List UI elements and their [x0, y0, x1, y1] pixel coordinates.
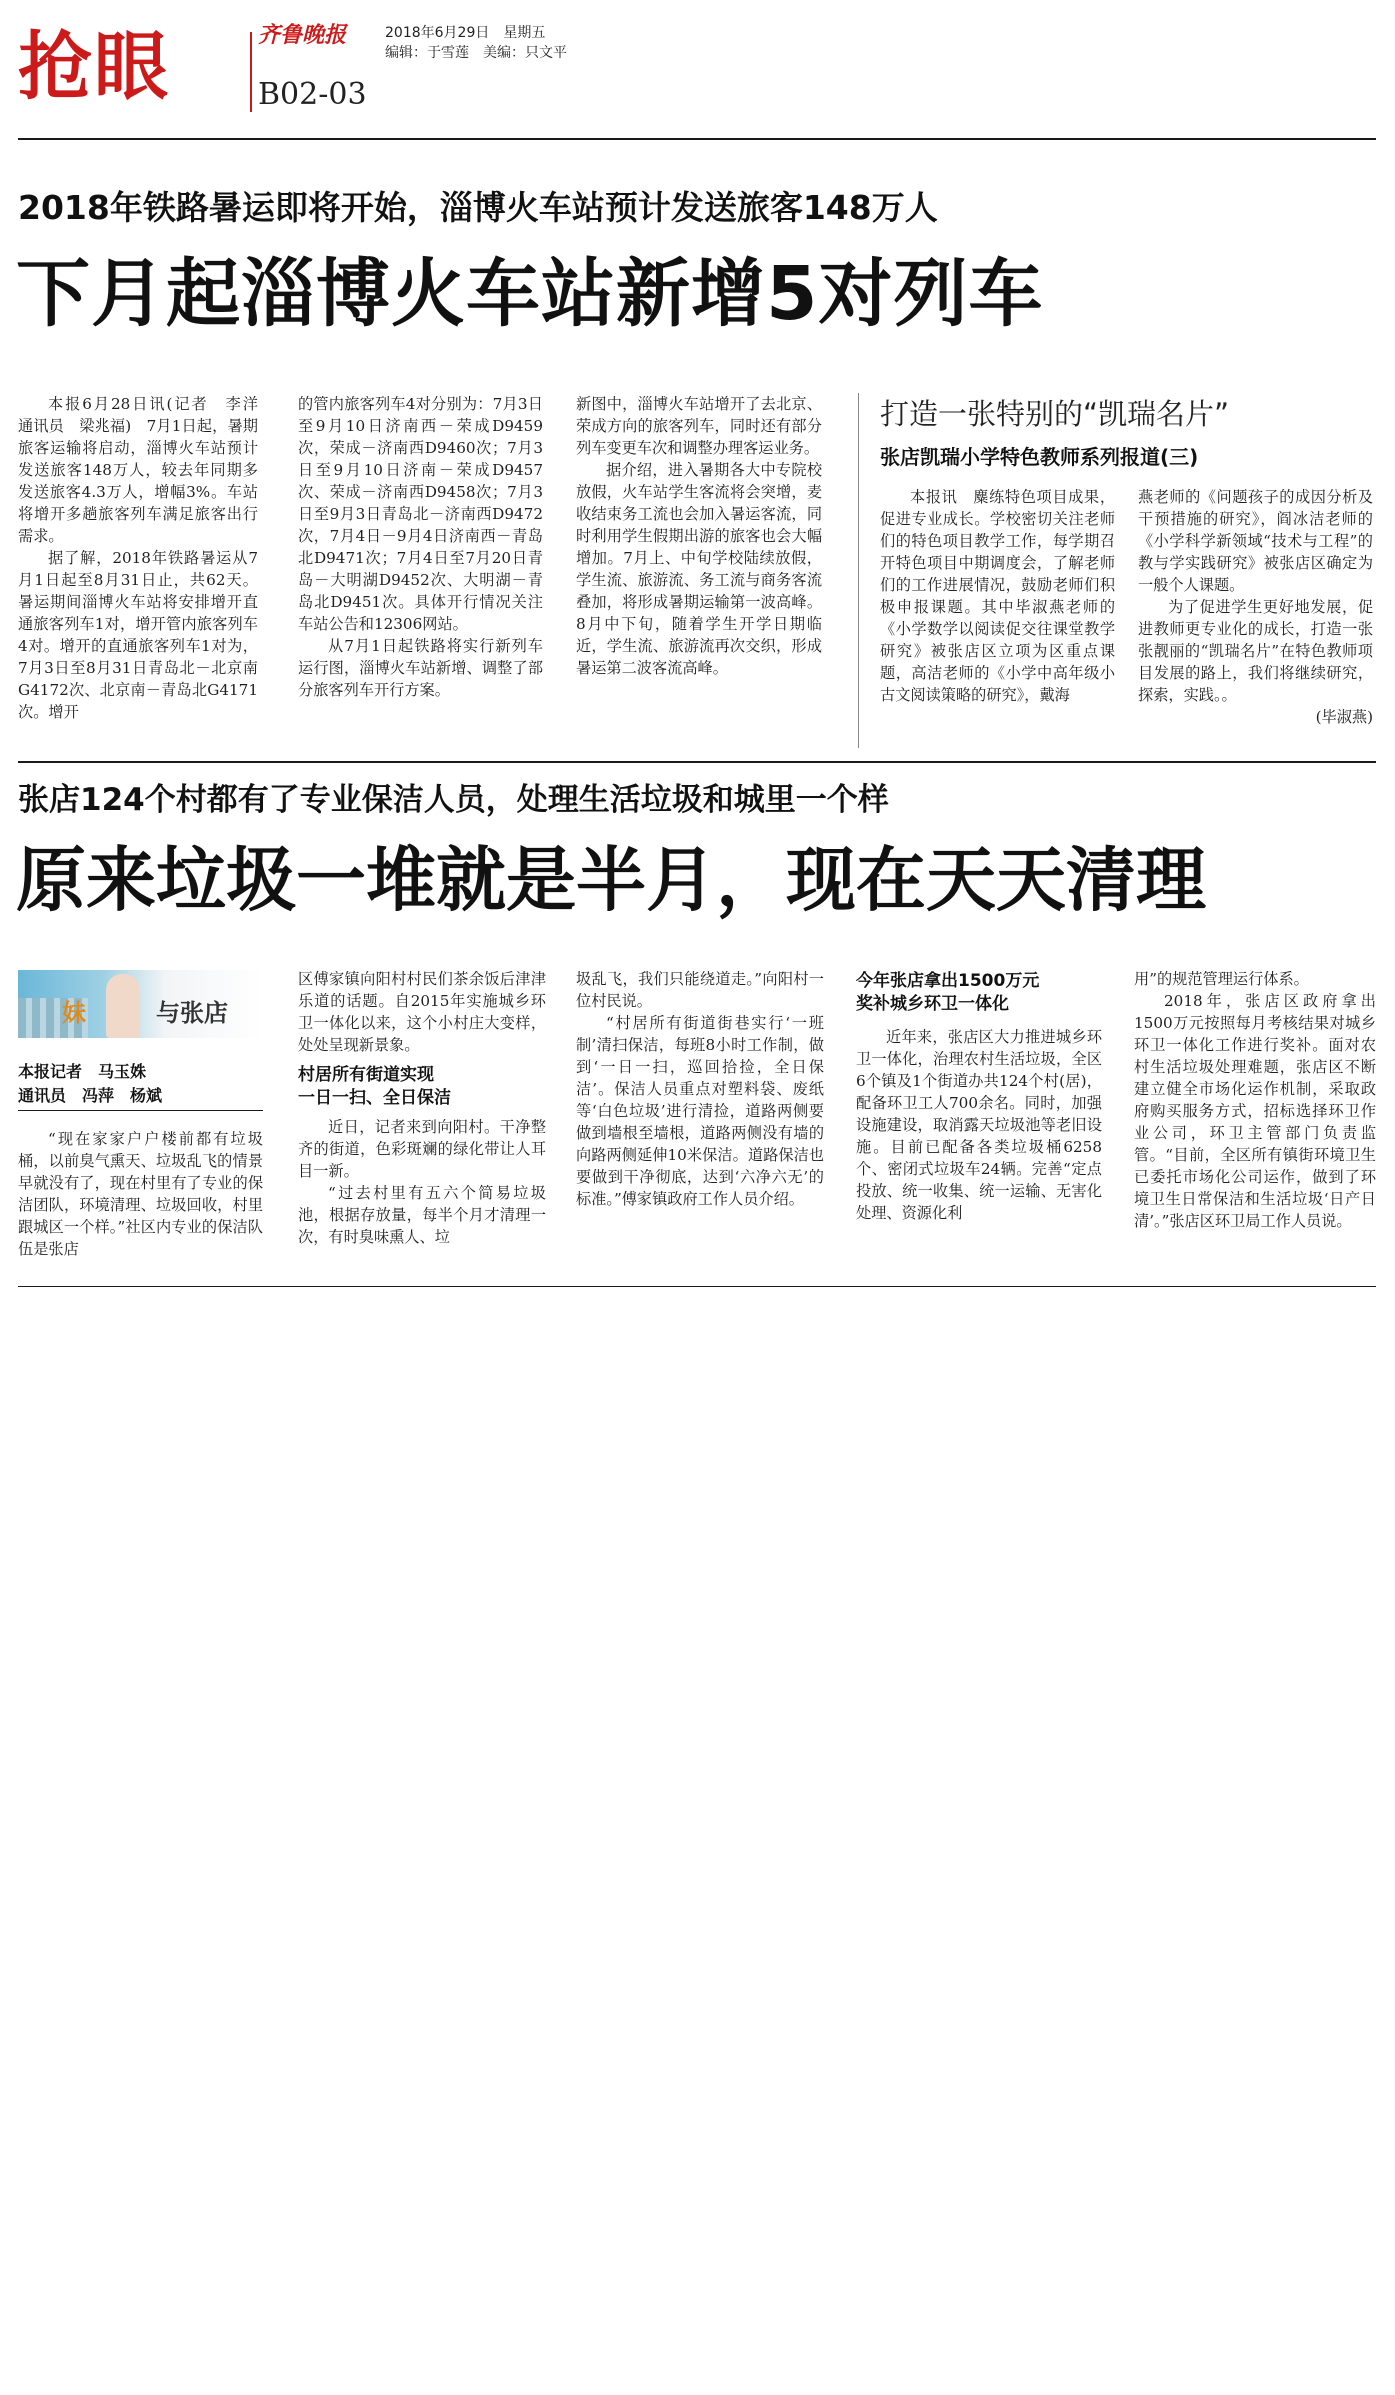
paragraph: 区傅家镇向阳村村民们茶余饭后津津乐道的话题。自2015年实施城乡环卫一体化以来，这个小村庄大变样，处处呈现新景象。 [298, 970, 546, 1054]
editor-line: 编辑：于雪莲 美编：只文平 [385, 45, 567, 61]
date-line: 2018年6月29日 星期五 [385, 25, 546, 41]
paragraph: 据介绍，进入暑期各大中专院校放假，火车站学生客流将会突增，麦收结束务工流也会加入暑运客流，同时利用学生假期出游的旅客也会大幅增加。7月上、中旬学校陆续放假，学生流、旅游流、务工流与商务客流叠加，将形成暑期运输第一波高峰。8月中下旬，随着学生开学日期临近，学生流、旅游流再次交织，形成暑运第二波客流高峰。 [576, 461, 822, 677]
article2-col-3 [576, 968, 824, 1210]
column-logo-image [18, 970, 263, 1038]
article2-headline: 原来垃圾一堆就是半月，现在天天清理 [16, 839, 1206, 921]
article1-col-3 [576, 393, 822, 679]
sidebar-title: 打造一张特别的“凯瑞名片” [880, 397, 1230, 431]
byline-correspondent: 通讯员 冯萍 杨斌 [18, 1086, 163, 1105]
paragraph: 近年来，张店区大力推进城乡环卫一体化，治理农村生活垃圾，全区6个镇及1个街道办共124个村(居)，配备环卫工人700余名。同时，加强设施建设，取消露天垃圾池等老旧设施。目前已配备各类垃圾桶6258个、密闭式垃圾车24辆。完善“定点投放、统一收集、统一运输、无害化处理、资源化利 [856, 1028, 1102, 1222]
logo-portrait [106, 974, 140, 1038]
paragraph: 的管内旅客列车4对分别为：7月3日至9月10日济南西－荣成D9459次，荣成－济南西D9460次；7月3日至9月10日济南－荣成D9457次、荣成－济南西D9458次；7月3日至9月3日青岛北－济南西D9472次，7月4日－9月4日济南西－青岛北D9471次；7月4日至7月20日青岛－大明湖D9452次、大明湖－青岛北D9451次。具体开行情况关注车站公告和12306网站。 [298, 395, 543, 633]
article1-kicker: 2018年铁路暑运即将开始，淄博火车站预计发送旅客148万人 [18, 188, 938, 227]
logo-text-right: 与张店 [156, 999, 228, 1027]
bottom-rule [18, 1286, 1376, 1287]
article2-col-4 [856, 968, 1102, 1224]
page-code: B02-03 [258, 77, 367, 112]
masthead-rule [18, 138, 1376, 140]
paragraph: “村居所有街道街巷实行‘一班制’清扫保洁，每班8小时工作制，做到‘一日一扫，巡回拾捡，全日保洁’。保洁人员重点对塑料袋、废纸等‘白色垃圾’进行清捡，道路两侧要做到墙根至墙根，道路两侧没有墙的向路两侧延伸10米保洁。道路保洁也要做到干净彻底，达到‘六净六无’的标准。”傅家镇政府工作人员介绍。 [576, 1014, 824, 1208]
paragraph: 本报6月28日讯(记者 李洋 通讯员 梁兆福) 7月1日起，暑期旅客运输将启动，淄博火车站预计发送旅客148万人，较去年同期多发送旅客4.3万人，增幅3%。车站将增开多趟旅客列车满足旅客出行需求。 [18, 395, 274, 545]
paragraph: 燕老师的《问题孩子的成因分析及干预措施的研究》，阎冰洁老师的《小学科学新领域“技术与工程”的教与学实践研究》被张店区确定为一般个人课题。 [1138, 488, 1373, 594]
paper-name: 齐鲁晚报 [258, 22, 347, 48]
paragraph: 2018年，张店区政府拿出1500万元按照每月考核结果对城乡环卫一体化工作进行奖补。面对农村生活垃圾处理难题，张店区不断建立健全市场化运作机制，采取政府购买服务方式，招标选择环卫作业公司，环卫主管部门负责监管。“目前，全区所有镇街环境卫生已委托市场化公司运作，做到了环境卫生日常保洁和生活垃圾‘日产日清’。”张店区环卫局工作人员说。 [1134, 992, 1376, 1230]
article1-col-1 [18, 393, 274, 723]
article2-col-1 [18, 1128, 263, 1260]
sidebar-divider [858, 393, 859, 748]
paragraph: 近日，记者来到向阳村。干净整齐的街道，色彩斑斓的绿化带让人耳目一新。 [298, 1118, 546, 1180]
sidebar-col-1 [880, 486, 1115, 706]
article1-col-2 [298, 393, 543, 701]
logo-text-left: 妹 [62, 999, 86, 1027]
paragraph: “过去村里有五六个简易垃圾池，根据存放量，每半个月才清理一次，有时臭味熏人、垃 [298, 1184, 546, 1246]
byline-reporter: 本报记者 马玉姝 [18, 1062, 147, 1081]
paragraph: (毕淑燕) [1315, 708, 1373, 726]
byline-rule [18, 1110, 263, 1111]
paragraph: 从7月1日起铁路将实行新列车运行图，淄博火车站新增、调整了部分旅客列车开行方案。 [298, 637, 543, 699]
masthead-divider [250, 32, 252, 112]
article2-col-2 [298, 968, 546, 1248]
article2-col-5 [1134, 968, 1376, 1232]
sidebar-subtitle: 张店凯瑞小学特色教师系列报道(三) [880, 445, 1199, 469]
article2-kicker: 张店124个村都有了专业保洁人员，处理生活垃圾和城里一个样 [18, 782, 889, 818]
paragraph: 本报讯 麋练特色项目成果，促进专业成长。学校密切关注老师们的特色项目教学工作，每学期召开特色项目中期调度会，了解老师们的工作进展情况，鼓励老师们积极申报课题。其中毕淑燕老师的《小学数学以阅读促交往课堂教学研究》被张店区立项为区重点课题，高洁老师的《小学中高年级小古文阅读策略的研究》，戴海 [880, 488, 1115, 704]
article2-subhead-2: 今年张店拿出1500万元 奖补城乡环卫一体化 [856, 971, 1040, 1014]
article2-subhead-1: 村居所有街道实现 一日一扫、全日保洁 [298, 1065, 451, 1108]
section-title: 抢眼 [18, 24, 170, 110]
sidebar-col-2 [1138, 486, 1373, 728]
paragraph: 为了促进学生更好地发展，促进教师更专业化的成长，打造一张张靓丽的“凯瑞名片”在特色教师项目发展的路上，我们将继续研究，探索，实践。。 [1138, 598, 1373, 704]
paragraph: 圾乱飞，我们只能绕道走。”向阳村一位村民说。 [576, 970, 824, 1010]
section-rule [18, 761, 1376, 763]
paragraph: 据了解，2018年铁路暑运从7月1日起至8月31日止，共62天。暑运期间淄博火车站将安排增开直通旅客列车1对，增开管内旅客列车4对。增开的直通旅客列车1对为，7月3日至8月31日青岛北－北京南G4172次、北京南－青岛北G4171次。增开 [18, 549, 258, 721]
paragraph: “现在家家户户楼前都有垃圾桶，以前臭气熏天、垃圾乱飞的情景早就没有了，现在村里有了专业的保洁团队，环境清理、垃圾回收，村里跟城区一个样。”社区内专业的保洁队伍是张店 [18, 1130, 263, 1258]
paragraph: 新图中，淄博火车站增开了去北京、荣成方向的旅客列车，同时还有部分列车变更车次和调整办理客运业务。 [576, 395, 822, 457]
article1-headline: 下月起淄博火车站新增5对列车 [16, 251, 1044, 337]
paragraph: 用”的规范管理运行体系。 [1134, 970, 1309, 988]
